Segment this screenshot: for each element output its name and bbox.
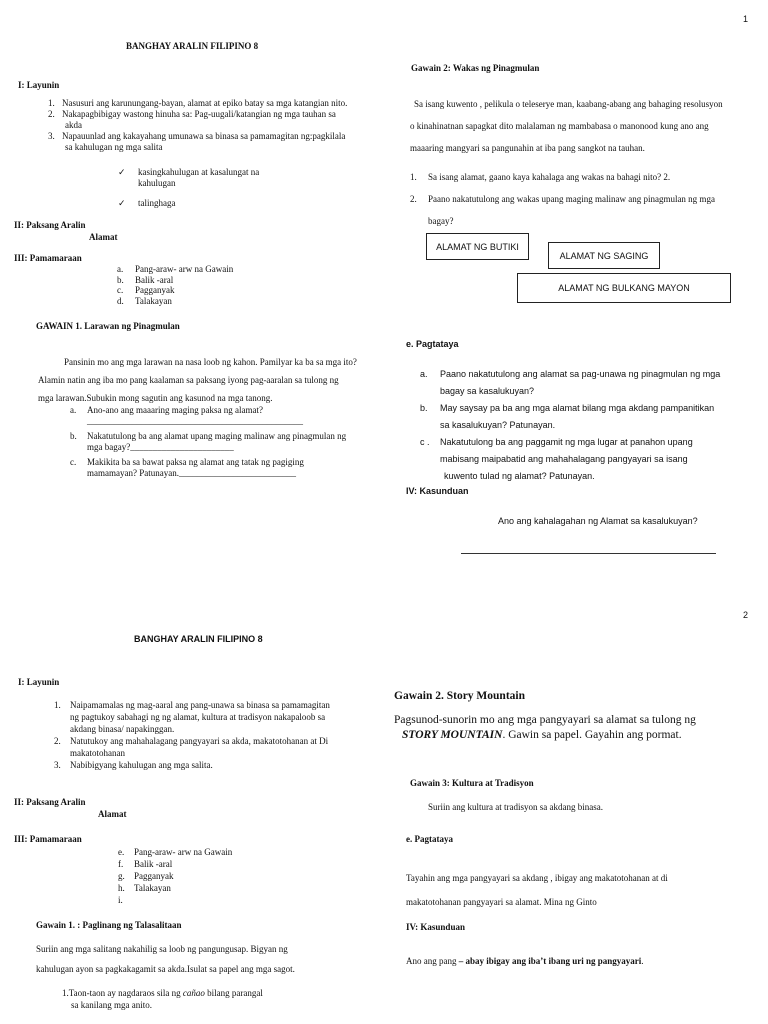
list-item: c . Nakatutulong ba ang paggamit ng mga lugar at panahon upang mabisang maipabatid ang mahahalagang pangyayari sa isang kuwento tulad ng alamat? Patunayan. [420,437,693,481]
box-alamat-butiki: ALAMAT NG BUTIKI [426,233,529,260]
list-item: 1. Sa isang alamat, gaano kaya kahalaga ang wakas na bahagi nito? 2. [410,172,671,182]
check-item: ✓ talinghaga [118,198,176,208]
kasunduan-text: Ano ang pang – abay ibigay ang iba’t ibang uri ng pangyayari. [406,956,644,966]
list-item: d. Talakayan [117,295,172,306]
list-item: a. Ano-ano ang maaaring maging paksa ng alamat? ________________________________________________ [70,405,303,426]
list-item: f. Balik -aral [118,859,173,869]
paksang-heading: II: Paksang Aralin [14,797,86,807]
page-number: 1 [743,14,749,24]
list-item: c. Makikita ba sa bawat paksa ng alamat ang tatak ng pagiging mamamayan? Patunayan.__________________________ [70,457,304,478]
list-item: 1. Nasusuri ang karunungang-bayan, alamat at epiko batay sa mga katangian nito. [48,98,348,108]
list-item: 3. Nabibigyang kahulugan ang mga salita. [54,760,213,770]
box-alamat-saging: ALAMAT NG SAGING [548,242,660,269]
gawain3-heading: Gawain 3: Kultura at Tradisyon [410,778,534,788]
answer-line [461,553,716,554]
page-title: BANGHAY ARALIN FILIPINO 8 [134,634,263,644]
pamamaraan-list [118,846,232,906]
gawain2-paragraph: Sa isang kuwento , pelikula o teleserye man, kaabang-abang ang bahaging resolusyon o kinahinatnan sapagkat dito malalaman ng mambabasa o manonood kung ano ang maaaring mangyari sa pangunahin at iba pang sangkot na tauhan. [410,99,723,153]
gawain1-heading: Gawain 1. : Paglinang ng Talasalitaan [36,920,182,930]
pamamaraan-heading: III: Pamamaraan [14,253,82,263]
kasunduan-heading: IV: Kasunduan [406,486,469,496]
gawain2-questions [410,166,760,232]
list-item: 2. Nakapagbibigay wastong hinuha sa: Pag-uugali/katangian ng mga tauhan sa akda [48,109,336,130]
list-item: g. Pagganyak [118,871,174,881]
list-item: 1. Naipamamalas ng mag-aaral ang pang-unawa sa binasa sa pamamagitan ng pagtukoy sabahagi ng ng alamat, kultura at tradisyon nakapaloob sa akdang binasa/ napakinggan. [54,700,330,734]
pagtataya-list [420,366,765,485]
layunin-list [54,699,394,771]
list-item: c. Pagganyak [117,285,175,295]
gawain1-heading: GAWAIN 1. Larawan ng Pinagmulan [36,321,180,331]
pagtataya-paragraph: Tayahin ang mga pangyayari sa akdang , ibigay ang makatotohanan at di makatotohanan pangyayari sa alamat. Mina ng Ginto [406,873,668,907]
gawain2-heading: Gawain 2. Story Mountain [394,690,525,702]
page-title: BANGHAY ARALIN FILIPINO 8 [126,41,259,51]
check-item: ✓ kasingkahulugan at kasalungat na kahulugan [118,167,260,188]
list-item: 3. Napauunlad ang kakayahang umunawa sa binasa sa pamamagitan ng:pagkilala sa kahulugan ng mga salita [48,131,346,152]
check-icon: ✓ [118,167,126,177]
gawain2-paragraph: Pagsunod-sunorin mo ang mga pangyayari sa alamat sa tulong ng STORY MOUNTAIN. Gawin sa papel. Gayahin ang pormat. [394,714,696,741]
kasunduan-heading: IV: Kasunduan [406,922,465,932]
list-item: a. Paano nakatutulong ang alamat sa pag-unawa ng pinagmulan ng mga bagay sa kasalukuyan? [420,369,721,396]
list-item: a. Pang-araw- arw na Gawain [117,264,234,274]
list-item: i. [118,895,123,905]
list-item: e. Pang-araw- arw na Gawain [118,847,233,857]
box-alamat-bulkang-mayon: ALAMAT NG BULKANG MAYON [517,273,731,303]
list-item: 2. Paano nakatutulong ang wakas upang maging malinaw ang pinagmulan ng mga bagay? [410,194,715,226]
pamamaraan-heading: III: Pamamaraan [14,834,82,844]
layunin-heading: I: Layunin [18,677,60,687]
gawain1-questions [70,405,390,479]
pagtataya-heading: e. Pagtataya [406,834,453,844]
kasunduan-question: Ano ang kahalagahan ng Alamat sa kasalukuyan? [498,516,698,526]
gawain1-item: 1.Taon-taon ay nagdaraos sila ng cañao bilang parangal sa kanilang mga anito. [62,988,263,1010]
gawain1-paragraph: Pansinin mo ang mga larawan na nasa loob ng kahon. Pamilyar ka ba sa mga ito? Alamin natin ang iba mo pang kaalaman sa paksang iyong pag-aaralan sa tulong ng mga larawan.Subukin mong sagutin ang kasunod na mga tanong. [38,357,357,403]
layunin-list [48,98,388,153]
gawain3-text: Suriin ang kultura at tradisyon sa akdang binasa. [428,802,603,812]
list-item: b. Balik -aral [117,274,174,285]
pamamaraan-list [117,264,233,306]
layunin-heading: I: Layunin [18,80,60,90]
paksang-heading: II: Paksang Aralin [14,220,86,230]
list-item: h. Talakayan [118,883,171,893]
paksang-value: Alamat [98,809,127,819]
check-icon: ✓ [118,198,126,208]
gawain1-paragraph: Suriin ang mga salitang nakahilig sa loob ng pangungusap. Bigyan ng kahulugan ayon sa pagkakagamit sa akda.Isulat sa papel ang mga sagot. [36,944,295,974]
page-number: 2 [743,610,749,620]
gawain2-heading: Gawain 2: Wakas ng Pinagmulan [411,63,540,73]
paksang-value: Alamat [89,232,118,242]
list-item: b. May saysay pa ba ang mga alamat bilang mga akdang pampanitikan sa kasalukuyan? Patunayan. [420,403,715,430]
list-item: b. Nakatutulong ba ang alamat upang maging malinaw ang pinagmulan ng mga bagay?_______________________ [70,431,347,452]
pagtataya-heading: e. Pagtataya [406,339,459,349]
list-item: 2. Natutukoy ang mahahalagang pangyayari sa akda, makatotohanan at Di makatotohanan [54,736,329,758]
